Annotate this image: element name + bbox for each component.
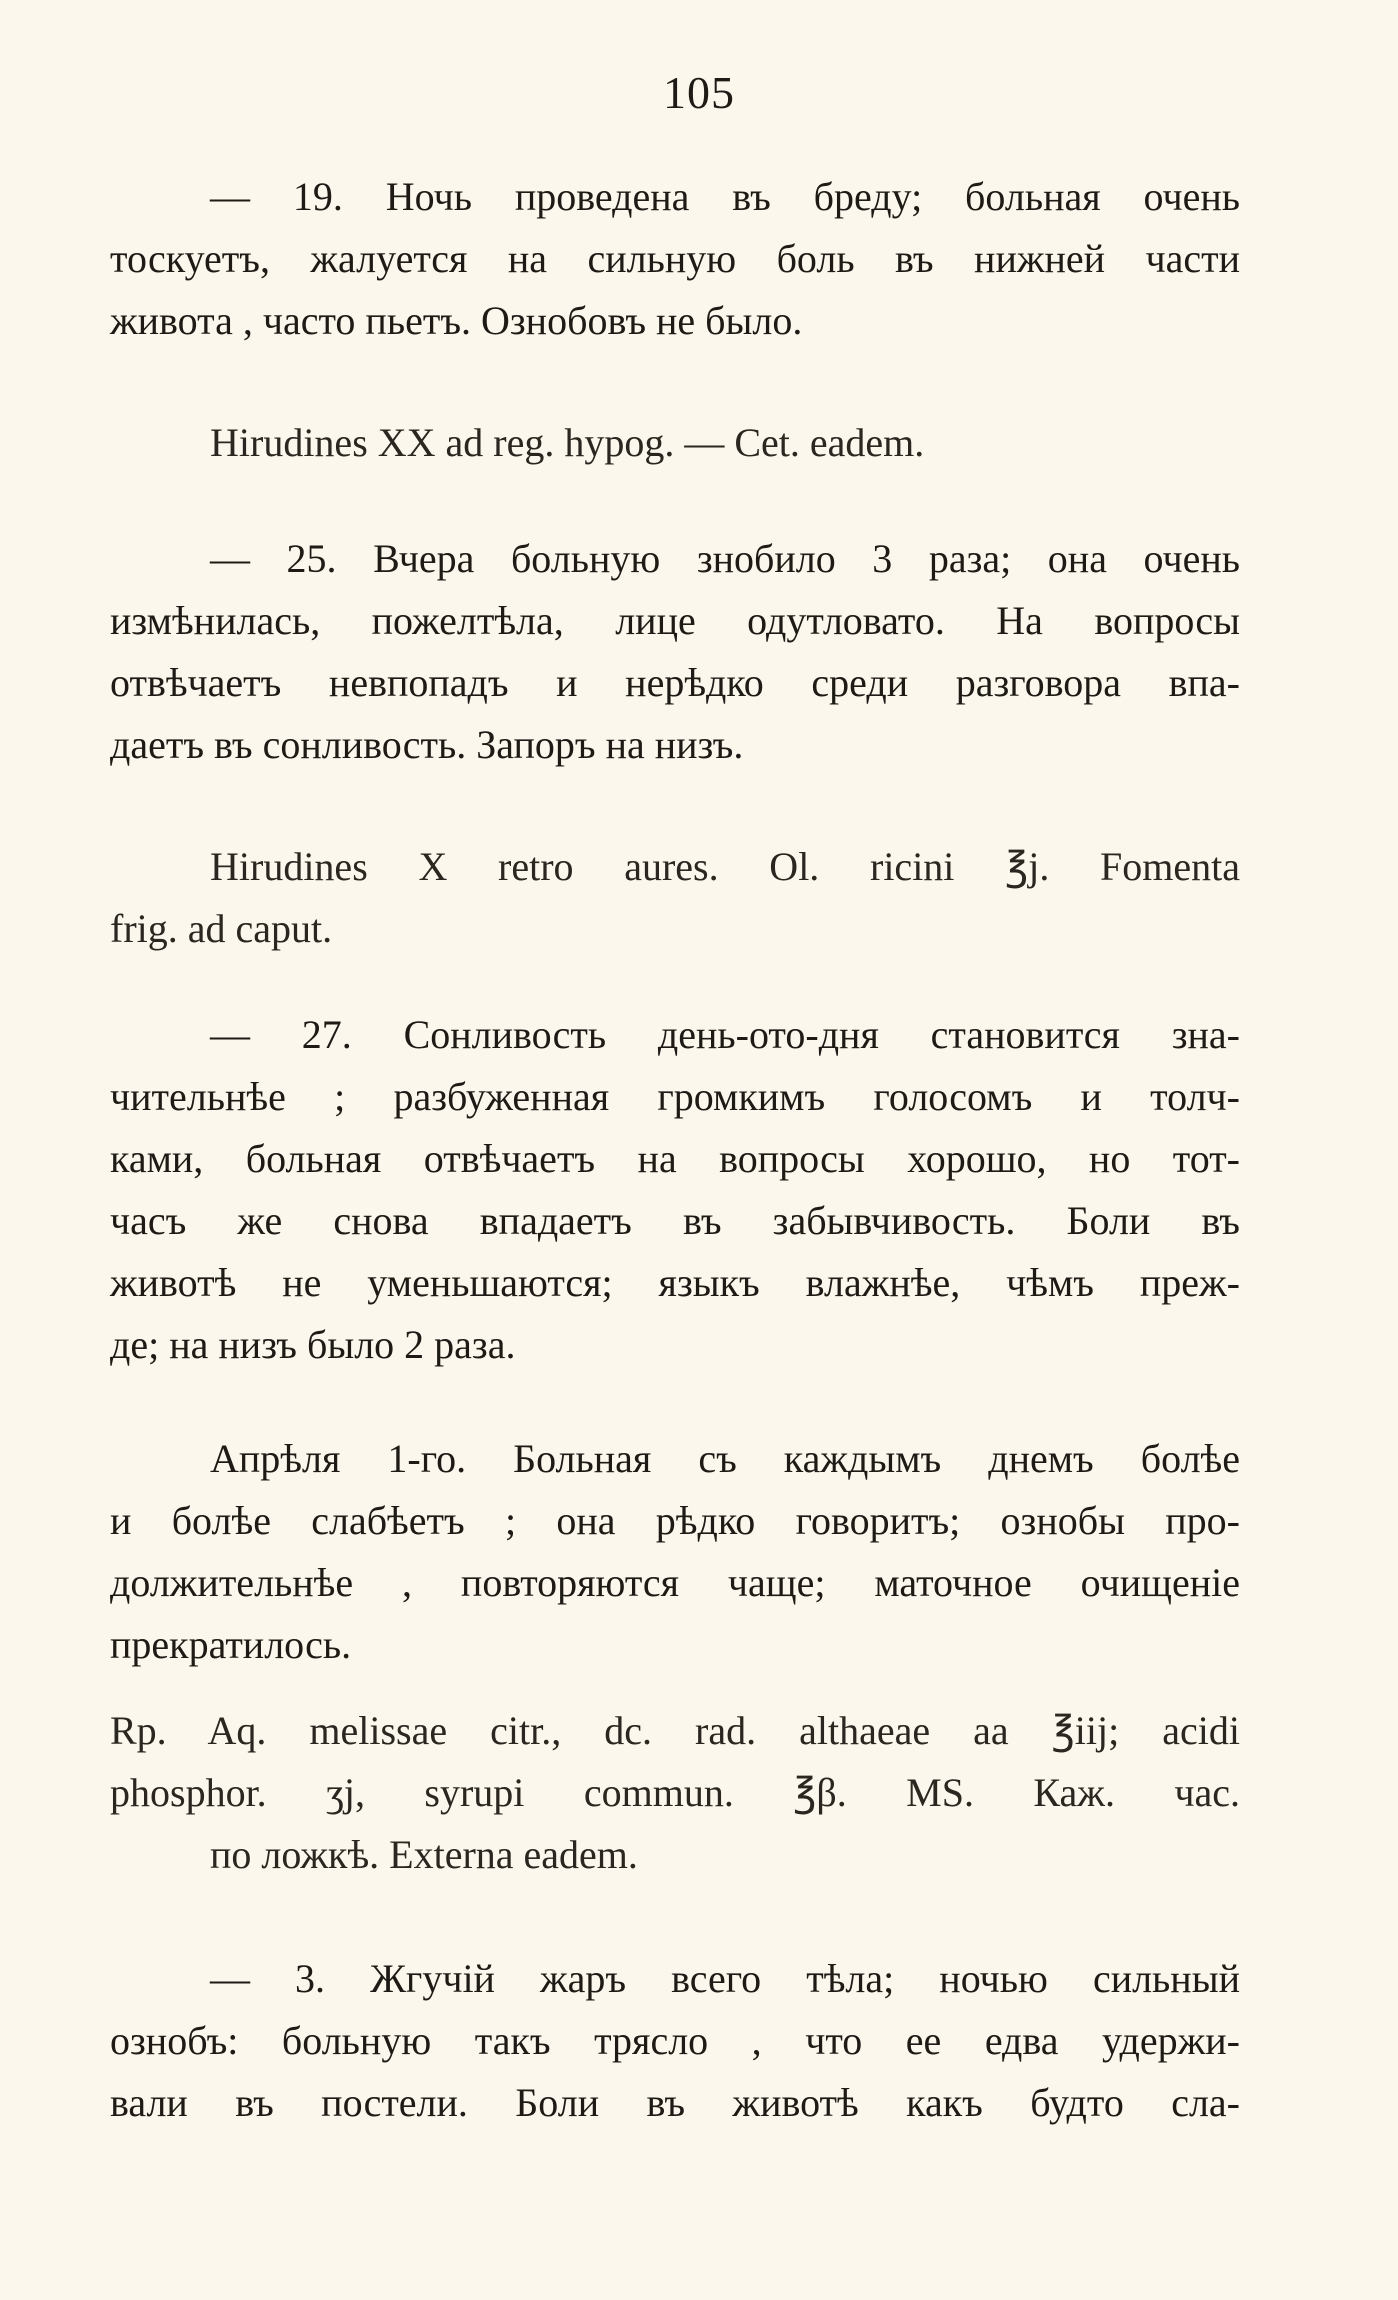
text-line: frig. ad caput. xyxy=(110,906,333,951)
text-line: и болѣе слабѣетъ ; она рѣдко говоритъ; ознобы про- xyxy=(110,1498,1240,1543)
paragraph-prescription-hirudines-xx xyxy=(110,412,1240,474)
text-line: де; на низъ было 2 раза. xyxy=(110,1322,516,1367)
paragraph-prescription-hirudines-x xyxy=(110,836,1240,960)
paragraph-april-1 xyxy=(110,1428,1240,1676)
paragraph-entry-27 xyxy=(110,1004,1240,1376)
text-line: Апрѣля 1-го. Больная съ каждымъ днемъ болѣе xyxy=(210,1436,1240,1481)
text-line: ознобъ: больную такъ трясло , что ее едва удержи- xyxy=(110,2018,1240,2063)
paragraph-entry-25 xyxy=(110,528,1240,776)
text-line: Hirudines XX ad reg. hypog. — Cet. eadem. xyxy=(210,420,925,465)
text-line: измѣнилась, пожелтѣла, лице одутловато. На вопросы xyxy=(110,598,1240,643)
text-line: ками, больная отвѣчаетъ на вопросы хорошо, но тот- xyxy=(110,1136,1240,1181)
text-line: — 3. Жгучій жаръ всего тѣла; ночью сильный xyxy=(210,1956,1240,2001)
text-line: phosphor. ʒj, syrupi commun. ℥β. MS. Каж. час. xyxy=(110,1770,1240,1815)
text-line: часъ же снова впадаетъ въ забывчивость. Боли въ xyxy=(110,1198,1240,1243)
text-line: животѣ не уменьшаются; языкъ влажнѣе, чѣмъ преж- xyxy=(110,1260,1240,1305)
text-line: по ложкѣ. Externa eadem. xyxy=(210,1832,638,1877)
text-line: — 27. Сонливость день-ото-дня становится зна- xyxy=(210,1012,1240,1057)
text-line: отвѣчаетъ невпопадъ и нерѣдко среди разговора впа- xyxy=(110,660,1240,705)
paragraph-entry-3 xyxy=(110,1948,1240,2134)
text-line: Hirudines X retro aures. Ol. ricini ℥j. Fomenta xyxy=(210,844,1240,889)
text-line: тоскуетъ, жалуется на сильную боль въ нижней части xyxy=(110,236,1240,281)
text-line: даетъ въ сонливость. Запоръ на низъ. xyxy=(110,722,744,767)
paragraph-entry-19 xyxy=(110,166,1240,352)
text-line: должительнѣе , повторяются чаще; маточное очищеніе xyxy=(110,1560,1240,1605)
page-number: 105 xyxy=(663,67,735,118)
paragraph-recipe xyxy=(110,1700,1240,1886)
text-line: вали въ постели. Боли въ животѣ какъ будто сла- xyxy=(110,2080,1240,2125)
text-line: — 19. Ночь проведена въ бреду; больная очень xyxy=(210,174,1240,219)
text-line: Rp. Aq. melissae citr., dc. rad. althaeae aa ℥iij; acidi xyxy=(110,1708,1240,1753)
text-line: чительнѣе ; разбуженная громкимъ голосомъ и толч- xyxy=(110,1074,1240,1119)
text-line: живота , часто пьетъ. Ознобовъ не было. xyxy=(110,298,803,343)
text-line: прекратилось. xyxy=(110,1622,352,1667)
text-line: — 25. Вчера больную знобило 3 раза; она очень xyxy=(210,536,1240,581)
